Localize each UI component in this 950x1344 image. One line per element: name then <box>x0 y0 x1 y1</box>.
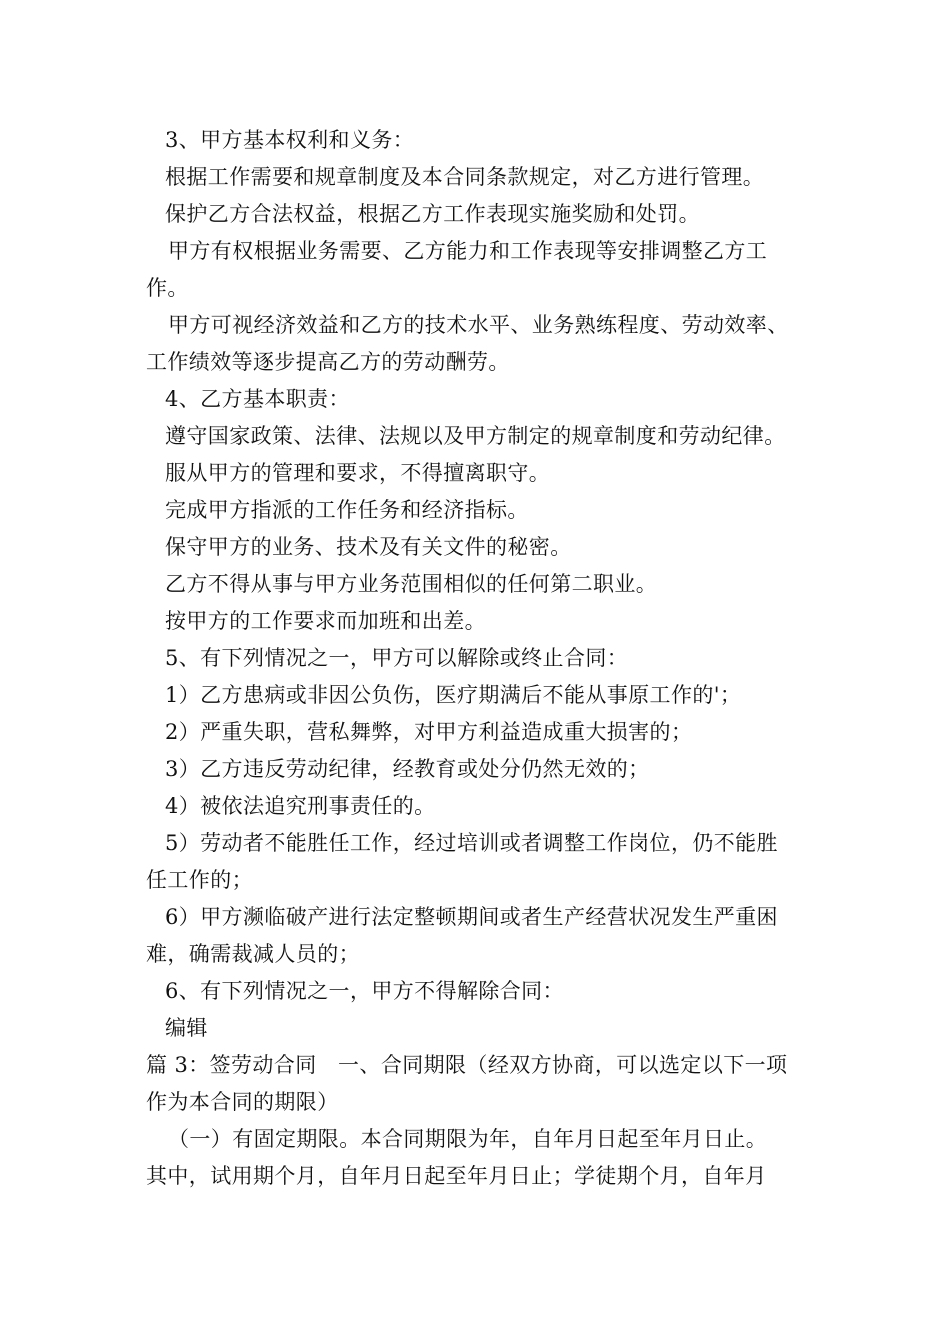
paragraph-line: （一）有固定期限。本合同期限为年，自年月日起至年月日止。 <box>168 1127 768 1151</box>
list-item: 6）甲方濒临破产进行法定整顿期间或者生产经营状况发生严重困 <box>165 905 778 929</box>
section-4-heading: 4、乙方基本职责： <box>165 387 350 411</box>
paragraph-line: 乙方不得从事与甲方业务范围相似的任何第二职业。 <box>165 572 658 596</box>
list-item-continuation: 任工作的； <box>146 868 253 892</box>
list-item: 5）劳动者不能胜任工作，经过培训或者调整工作岗位，仍不能胜 <box>165 831 778 855</box>
paragraph-line: 完成甲方指派的工作任务和经济指标。 <box>165 498 529 522</box>
paragraph-line: 按甲方的工作要求而加班和出差。 <box>165 609 486 633</box>
edit-label: 编辑 <box>165 1016 208 1040</box>
paragraph-line: 根据工作需要和规章制度及本合同条款规定，对乙方进行管理。 <box>165 165 765 189</box>
section-6-heading: 6、有下列情况之一，甲方不得解除合同： <box>165 979 564 1003</box>
section-5-heading: 5、有下列情况之一，甲方可以解除或终止合同： <box>165 646 629 670</box>
paragraph-line: 保守甲方的业务、技术及有关文件的秘密。 <box>165 535 572 559</box>
list-item: 1）乙方患病或非因公负伤，医疗期满后不能从事原工作的'； <box>165 683 742 707</box>
paragraph-line: 作为本合同的期限） <box>146 1090 339 1114</box>
section-3-heading: 3、甲方基本权利和义务： <box>165 128 415 152</box>
article-3-heading: 篇 3：签劳动合同 一、合同期限（经双方协商，可以选定以下一项 <box>146 1053 788 1077</box>
paragraph-line: 服从甲方的管理和要求，不得擅离职守。 <box>165 461 551 485</box>
list-item: 2）严重失职，营私舞弊，对甲方利益造成重大损害的； <box>165 720 693 744</box>
paragraph-line: 其中，试用期个月，自年月日起至年月日止；学徒期个月，自年月 <box>146 1164 767 1188</box>
paragraph-line: 作。 <box>146 276 189 300</box>
paragraph-line: 甲方有权根据业务需要、乙方能力和工作表现等安排调整乙方工 <box>168 239 768 263</box>
paragraph-line: 工作绩效等逐步提高乙方的劳动酬劳。 <box>146 350 510 374</box>
list-item: 4）被依法追究刑事责任的。 <box>165 794 436 818</box>
list-item-continuation: 难，确需裁减人员的； <box>146 942 360 966</box>
paragraph-line: 保护乙方合法权益，根据乙方工作表现实施奖励和处罚。 <box>165 202 700 226</box>
paragraph-line: 遵守国家政策、法律、法规以及甲方制定的规章制度和劳动纪律。 <box>165 424 786 448</box>
paragraph-line: 甲方可视经济效益和乙方的技术水平、业务熟练程度、劳动效率、 <box>168 313 789 337</box>
list-item: 3）乙方违反劳动纪律，经教育或处分仍然无效的； <box>165 757 650 781</box>
